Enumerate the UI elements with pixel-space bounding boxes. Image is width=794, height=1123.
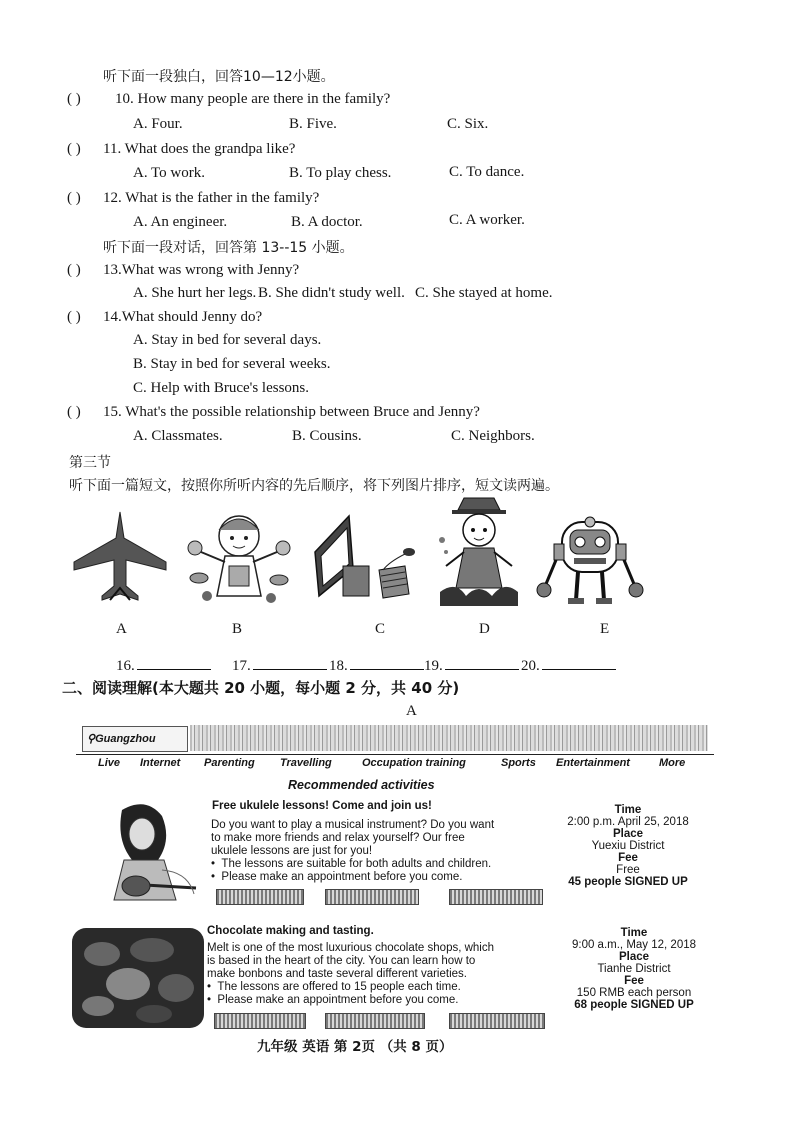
website-banner [82,723,710,753]
question-q14: 14.What should Jenny do? [103,309,263,325]
option-q13-c: C. She stayed at home. [415,285,553,301]
option-q10-b: B. Five. [289,116,337,132]
option-q13-a: A. She hurt her legs. [133,285,257,301]
nav-entertainment[interactable]: Entertainment [556,757,630,769]
instruction-dialogue: 听下面一段对话，回答第 13--15 小题。 [103,240,354,256]
activity-1-button-3[interactable] [449,889,543,905]
nav-bar [76,754,714,773]
activity-2-fee: 150 RMB each person [576,987,692,999]
answer-paren-q13[interactable]: ( ) [67,262,81,278]
answer-blank-18[interactable] [329,655,424,675]
activity-1-fee: Free [616,864,640,876]
nav-live[interactable]: Live [98,757,121,769]
activity-1-signed-up: 45 people SIGNED UP [568,876,688,888]
question-q12: 12. What is the father in the family? [103,190,320,206]
fee-label: Fee [624,975,644,987]
option-q13-b: B. She didn't study well. [258,285,405,301]
activity-2-desc-3: make bonbons and taste several different varieties. [207,968,467,980]
picture-label-a: A [116,621,127,637]
activity-2-button-3[interactable] [449,1013,545,1029]
robot-icon [534,514,646,606]
picture-label-b: B [232,621,243,637]
activity-2-bullet-2: • Please make an appointment before you come. [207,994,459,1006]
option-q10-c: C. Six. [447,116,489,132]
blank-number: 18. [329,658,348,674]
activity-2-desc-1: Melt is one of the most luxurious chocolate shops, which [207,942,495,954]
activity-2-bullet-1: • The lessons are offered to 15 people each time. [207,981,461,993]
airplane-icon [70,508,170,608]
banner-title-graphic [190,725,708,751]
answer-paren-q12[interactable]: ( ) [67,190,81,206]
activity-2-signed-up: 68 people SIGNED UP [574,999,694,1011]
question-q13: 13.What was wrong with Jenny? [103,262,300,278]
place-label: Place [618,951,650,963]
fee-label: Fee [618,852,638,864]
blank-number: 19. [424,658,443,674]
location-pin-icon: ⚲ [87,733,96,745]
activity-2-info [548,927,720,1011]
option-q15-b: B. Cousins. [292,428,362,444]
option-q15-c: C. Neighbors. [451,428,535,444]
picture-label-d: D [479,621,490,637]
option-q12-a: A. An engineer. [133,214,228,230]
scarecrow-girl-icon [436,496,522,608]
answer-paren-q15[interactable]: ( ) [67,404,81,420]
passage-label: A [406,703,417,719]
option-q14-b: B. Stay in bed for several weeks. [133,356,331,372]
answer-blank-16[interactable] [116,655,211,675]
activity-1-time: 2:00 p.m. April 25, 2018 [567,816,689,828]
option-q14-c: C. Help with Bruce's lessons. [133,380,310,396]
activity-1-bullet-1: • The lessons are suitable for both adults and children. [211,858,492,870]
option-q12-c: C. A worker. [449,212,525,228]
chocolate-photo [72,928,204,1028]
option-q10-a: A. Four. [133,116,183,132]
cooking-girl-icon [183,508,295,608]
option-q11-c: C. To dance. [449,164,525,180]
activity-1-button-2[interactable] [325,889,419,905]
activity-2-title[interactable]: Chocolate making and tasting. [207,925,374,937]
answer-blank-17[interactable] [232,655,327,675]
question-q15: 15. What's the possible relationship between Bruce and Jenny? [103,404,480,420]
activity-1-desc-1: Do you want to play a musical instrument? Do you want [211,819,495,831]
blank-number: 16. [116,658,135,674]
activity-1-button-1[interactable] [216,889,304,905]
blank-number: 17. [232,658,251,674]
option-q12-b: B. A doctor. [291,214,363,230]
answer-blank-19[interactable] [424,655,519,675]
page-footer: 九年级 英语 第 2页 （共 8 页） [257,1039,453,1055]
activity-1-title[interactable]: Free ukulele lessons! Come and join us! [212,800,432,812]
nav-travelling[interactable]: Travelling [280,757,332,769]
instruction-monologue: 听下面一段独白，回答10—12小题。 [103,69,335,85]
section3-instruction: 听下面一篇短文，按照你所听内容的先后顺序，将下列图片排序，短文读两遍。 [69,478,559,494]
option-q14-a: A. Stay in bed for several days. [133,332,322,348]
section-title: Recommended activities [288,778,435,792]
activity-2-button-1[interactable] [214,1013,306,1029]
picture-label-c: C [375,621,386,637]
city-tag[interactable]: ⚲Guangzhou [82,726,188,752]
answer-paren-q10[interactable]: ( ) [67,91,81,107]
activity-2-desc-2: is based in the heart of the city. You can learn how to [207,955,476,967]
nav-more[interactable]: More [659,757,686,769]
blank-number: 20. [521,658,540,674]
nav-sports[interactable]: Sports [501,757,536,769]
question-q11: 11. What does the grandpa like? [103,141,296,157]
answer-paren-q11[interactable]: ( ) [67,141,81,157]
ukulele-player-photo [92,800,200,908]
question-q10: 10. How many people are there in the family? [115,91,391,107]
activity-1-place: Yuexiu District [591,840,665,852]
activity-1-desc-2: to make more friends and relax yourself? Our free [211,832,465,844]
activity-2-time: 9:00 a.m., May 12, 2018 [571,939,697,951]
nav-parenting[interactable]: Parenting [204,757,255,769]
activity-2-place: Tianhe District [597,963,671,975]
picture-label-e: E [600,621,610,637]
activity-1-bullet-2: • Please make an appointment before you come. [211,871,463,883]
computer-icon [309,512,421,604]
activity-2-button-2[interactable] [325,1013,425,1029]
option-q11-a: A. To work. [133,165,206,181]
nav-occupation-training[interactable]: Occupation training [362,757,466,769]
answer-paren-q14[interactable]: ( ) [67,309,81,325]
option-q15-a: A. Classmates. [133,428,223,444]
answer-blank-20[interactable] [521,655,616,675]
time-label: Time [620,927,648,939]
nav-internet[interactable]: Internet [140,757,181,769]
activity-1-info [542,804,714,888]
activity-1-desc-3: ukulele lessons are just for you! [211,845,373,857]
option-q11-b: B. To play chess. [289,165,392,181]
reading-heading: 二、阅读理解(本大题共 20 小题，每小题 2 分，共 40 分) [62,679,460,697]
place-label: Place [612,828,644,840]
section3-title: 第三节 [69,455,111,471]
time-label: Time [614,804,642,816]
